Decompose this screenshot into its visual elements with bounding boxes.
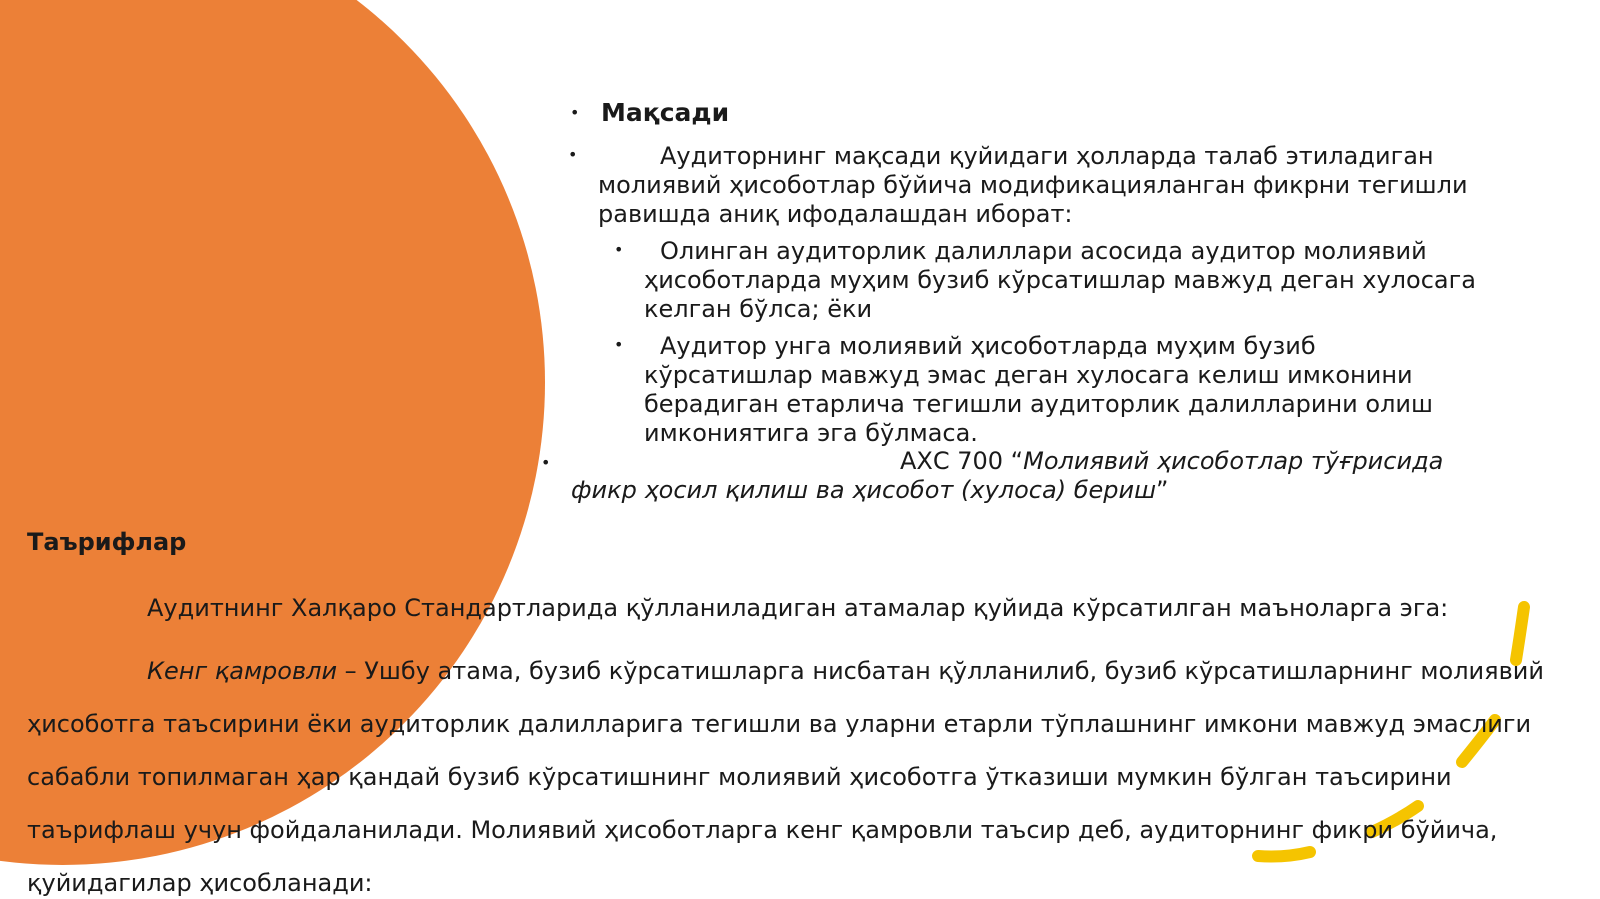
definition-first-line — [147, 656, 1544, 686]
goal-sub1-line: ҳисоботларда муҳим бузиб кўрсатишлар мавжуд деган хулосага — [644, 266, 1476, 294]
definition-term-rest: – Ушбу атама, бузиб кўрсатишларга нисбатан қўлланилиб, бузиб кўрсатишларнинг молиявий — [337, 657, 1544, 685]
goal-intro-line: Аудиторнинг мақсади қуйидаги ҳолларда талаб этиладиган — [660, 142, 1434, 170]
goal-sub1-line: келган бўлса; ёки — [644, 295, 873, 323]
definition-body-line: таърифлаш учун фойдаланилади. Молиявий ҳисоботларга кенг қамровли таъсир деб, аудиторнинг фикри бўйича, — [27, 816, 1498, 844]
reference-title-part1: Молиявий ҳисоботлар тўғрисида — [1023, 447, 1444, 475]
reference-title-part2: фикр ҳосил қилиш ва ҳисобот (хулоса) бериш — [571, 476, 1157, 504]
goal-sub1-line: Олинган аудиторлик далиллари асосида аудитор молиявий — [660, 237, 1427, 265]
goal-sub2-line: кўрсатишлар мавжуд эмас деган хулосага келиш имконини — [644, 361, 1413, 389]
goal-sub2-line: имкониятига эга бўлмаса. — [644, 419, 978, 447]
bullet: • — [568, 145, 578, 164]
definition-body-line: ҳисоботга таъсирини ёки аудиторлик далилларига тегишли ва уларни етарли тўплашнинг имкони мавжуд эмаслиги — [27, 710, 1532, 738]
reference-prefix: АХС 700 “ — [900, 447, 1024, 475]
bullet: • — [614, 240, 624, 259]
definitions-heading: Таърифлар — [27, 528, 187, 556]
bullet: • — [570, 103, 580, 122]
goal-sub2-line: Аудитор унга молиявий ҳисоботларда муҳим бузиб — [660, 332, 1316, 360]
reference-line-2 — [571, 476, 1168, 505]
goal-intro-line: равишда аниқ ифодалашдан иборат: — [598, 200, 1073, 228]
reference-line-1 — [900, 447, 1443, 476]
goal-sub2-line: берадиган етарлича тегишли аудиторлик далилларини олиш — [644, 390, 1433, 418]
goal-intro-line: молиявий ҳисоботлар бўйича модификацияланган фикрни тегишли — [598, 171, 1468, 199]
definition-body-line: сабабли топилмаган ҳар қандай бузиб кўрсатишнинг молиявий ҳисоботга ўтказиши мумкин бўлган таъсирини — [27, 763, 1452, 791]
definition-term: Кенг қамровли — [147, 657, 338, 685]
bullet: • — [614, 335, 624, 354]
bullet: • — [541, 453, 551, 472]
definition-body-line: қуйидагилар ҳисобланади: — [27, 869, 373, 897]
reference-suffix: ” — [1156, 476, 1169, 504]
definitions-intro: Аудитнинг Халқаро Стандартларида қўлланиладиган атамалар қуйида кўрсатилган маъноларга эга: — [147, 594, 1449, 622]
goal-heading: Мақсади — [601, 98, 730, 127]
